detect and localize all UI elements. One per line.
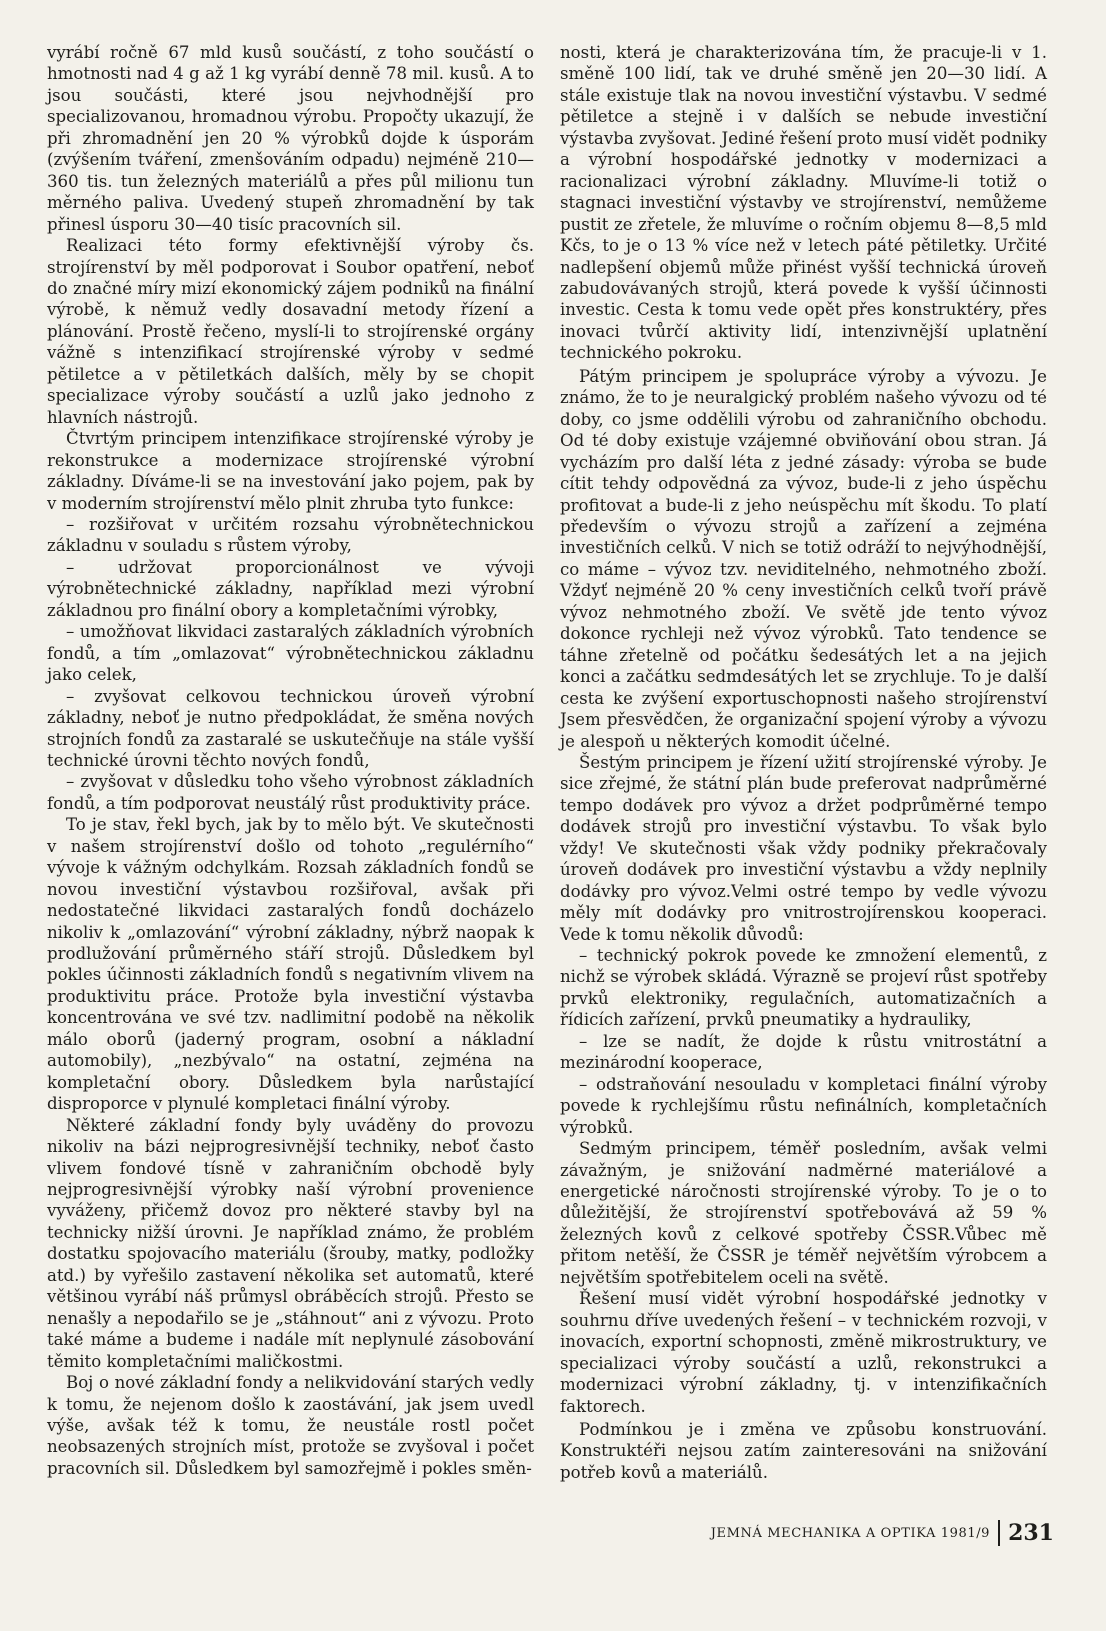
list-item-paragraph: – rozšiřovat v určitém rozsahu výrobnětechnickou základnu v souladu s růstem výroby, xyxy=(47,514,534,556)
paragraph: Realizaci této formy efektivnější výroby čs. strojírenství by měl podporovat i Soubor opatření, neboť do značné míry mizí ekonomický zájem podniků na finální výrobě, k němuž vedly dosavadní metody řízení a plánování. Prostě řečeno, myslí-li to strojírenské orgány vážně s intenzifikací strojírenské výroby v sedmé pětiletce a v pětiletkách dalších, měly by se chopit specializace výroby součástí a uzlů jako jednoho z hlavních nástrojů. xyxy=(47,236,534,427)
paragraph: Boj o nové základní fondy a nelikvidování starých vedly k tomu, že nejenom došlo k zaostávání, jak jsem uvedl výše, avšak též k tomu, že neustále rostl počet neobsazených strojních míst, protože se zvyšoval i počet pracovních sil. Důsledkem byl samozřejmě i pokles směn- xyxy=(47,1373,534,1478)
list-item-paragraph: – udržovat proporcionálnost ve vývoji výrobnětechnické základny, například mezi výrobní základnou pro finální obory a kompletačními výrobky, xyxy=(47,557,534,620)
paragraph: nosti, která je charakterizována tím, že pracuje-li v 1. směně 100 lidí, tak ve druhé směně jen 20—30 lidí. A stále existuje tlak na novou investiční výstavbu. V sedmé pětiletce a stejně i v dalších se nebude investiční výstavba zvyšovat. Jediné řešení proto musí vidět podniky a výrobní hospodářské jednotky v modernizaci a racionalizaci výrobní základny. Mluvíme-li totiž o stagnaci investiční výstavby ve strojírenství, nemůžeme pustit ze zřetele, že mluvíme o ročním objemu 8—8,5 mld Kčs, to je o 13 % více než v letech páté pětiletky. Určité nadlepšení objemů může přinést vyšší technická úroveň zabudovávaných strojů, která povede k vyšší účinnosti investic. Cesta k tomu vede opět přes konstruktéry, přes inovaci tvůrčí aktivity lidí, intenzivnější uplatnění technického pokroku. xyxy=(560,43,1047,363)
list-item-paragraph: – odstraňování nesouladu v kompletaci finální výroby povede k rychlejšímu růstu nefinálních, kompletačních výrobků. xyxy=(560,1074,1047,1137)
paragraph: Čtvrtým principem intenzifikace strojírenské výroby je rekonstrukce a modernizace strojírenské výrobní základny. Díváme-li se na investování jako pojem, pak by v moderním strojírenství mělo plnit zhruba tyto funkce: xyxy=(47,429,534,513)
paragraph: To je stav, řekl bych, jak by to mělo být. Ve skutečnosti v našem strojírenství došlo od tohoto „regulérního“ vývoje k vážným odchylkám. Rozsah základních fondů se novou investiční výstavbou rozšiřoval, avšak při nedostatečné likvidaci zastaralých fondů docházelo nikoliv k „omlazování“ výrobní základny, nýbrž naopak k prodlužování průměrného stáří strojů. Důsledkem byl pokles účinnosti základních fondů s negativním vlivem na produktivitu práce. Protože byla investiční výstavba koncentrována ve své tzv. nadlimitní podobě na několik málo oborů (jaderný program, osobní a nákladní automobily), „nezbývalo“ na ostatní, zejména na kompletační obory. Důsledkem byla narůstající disproporce v plynulé kompletaci finální výroby. xyxy=(47,815,534,1114)
paragraph: Podmínkou je i změna ve způsobu konstruování. Konstruktéři nejsou zatím zainteresováni na snižování potřeb kovů a materiálů. xyxy=(560,1420,1047,1482)
left-text-column xyxy=(47,42,534,1479)
paragraph: Pátým principem je spolupráce výroby a vývozu. Je známo, že to je neuralgický problém našeho vývozu od té doby, co jsme oddělili výrobu od zahraničního obchodu. Od té doby existuje vzájemné obviňování obou stran. Já vycházím pro další léta z jedné zásady: výroba se bude cítit tehdy odpovědná za vývoz, bude-li z jeho úspěchu profitovat a bude-li z jeho neúspěchu mít škodu. To platí především o vývozu strojů a zařízení a zejména investičních celků. V nich se totiž odráží to nejvýhodnější, co máme – vývoz tzv. neviditelného, nehmotného zboží. Vždyť nejméně 20 % ceny investičních celků tvoří právě vývoz nehmotného zboží. Ve světě jde tento vývoz dokonce rychleji než vývoz výrobků. Tato tendence se táhne zřetelně od počátku šedesátých let a na jejich konci a začátku sedmdesátých let se zrychluje. To je další cesta ke zvýšení exportuschopnosti našeho strojírenství Jsem přesvědčen, že organizační spojení výroby a vývozu je alespoň u některých komodit účelné. xyxy=(560,366,1047,751)
paragraph: Řešení musí vidět výrobní hospodářské jednotky v souhrnu dříve uvedených řešení – v technickém rozvoji, v inovacích, exportní schopnosti, změně mikrostruktury, ve specializaci výroby součástí a uzlů, rekonstrukci a modernizaci výrobní základny, tj. v intenzifikačních faktorech. xyxy=(560,1289,1047,1416)
paragraph: Sedmým principem, téměř posledním, avšak velmi závažným, je snižování nadměrné materiálové a energetické náročnosti strojírenské výroby. To je o to důležitější, že strojírenství spotřebovává až 59 % železných kovů z celkové spotřeby ČSSR.Vůbec mě přitom netěší, že ČSSR je téměř největším výrobcem a největším spotřebitelem oceli na světě. xyxy=(560,1139,1047,1287)
paragraph: vyrábí ročně 67 mld kusů součástí, z toho součástí o hmotnosti nad 4 g až 1 kg vyrábí denně 78 mil. kusů. A to jsou součásti, které jsou nejvhodnější pro specializovanou, hromadnou výrobu. Propočty ukazují, že při zhromadnění jen 20 % výrobků dojde k úsporám (zvýšením tváření, zmenšováním odpadu) nejméně 210—360 tis. tun železných materiálů a přes půl milionu tun měrného paliva. Uvedený stupeň zhromadnění by tak přinesl úsporu 30—40 tisíc pracovních sil. xyxy=(47,43,534,234)
footer-separator xyxy=(998,1520,1000,1546)
page-footer xyxy=(711,1520,1054,1546)
paragraph: Některé základní fondy byly uváděny do provozu nikoliv na bázi nejprogresivnější techniky, neboť často vlivem fondové tísně v zahraničním obchodě byly nejprogresivnější výrobky naší výrobní provenience vyváženy, přičemž dovoz pro některé stavby byl na technicky nižší úrovni. Je například známo, že problém dostatku spojovacího materiálu (šrouby, matky, podložky atd.) by vyřešilo zastavení několika set automatů, které většinou vyrábí náš průmysl obráběcích strojů. Přesto se nenašly a nepodařilo se je „stáhnout“ ani z vývozu. Proto také máme a budeme i nadále mít neplynulé zásobování těmito kompletačními maličkostmi. xyxy=(47,1115,534,1371)
list-item-paragraph: – lze se nadít, že dojde k růstu vnitrostátní a mezinárodní kooperace, xyxy=(560,1031,1047,1073)
list-item-paragraph: – zvyšovat celkovou technickou úroveň výrobní základny, neboť je nutno předpokládat, že směna nových strojních fondů za zastaralé se uskutečňuje na stále vyšší technické úrovni těchto nových fondů, xyxy=(47,686,534,770)
right-text-column xyxy=(560,42,1047,1483)
list-item-paragraph: – zvyšovat v důsledku toho všeho výrobnost základních fondů, a tím podporovat neustálý růst produktivity práce. xyxy=(47,772,534,813)
paragraph: Šestým principem je řízení užití strojírenské výroby. Je sice zřejmé, že státní plán bude preferovat nadprůměrné tempo dodávek pro vývoz a držet podprůměrné tempo dodávek strojů pro investiční výstavbu. To však bylo vždy! Ve skutečnosti však vždy podniky překračovaly úroveň dodávek pro investiční výstavbu a vždy neplnily dodávky pro vývoz.Velmi ostré tempo by vedle vývozu měly mít dodávky pro vnitrostrojírenskou kooperaci. Vede k tomu několik důvodů: xyxy=(560,752,1047,944)
page-number: 231 xyxy=(1008,1520,1054,1546)
journal-title: JEMNÁ MECHANIKA A OPTIKA 1981/9 xyxy=(710,1525,991,1541)
list-item-paragraph: – umožňovat likvidaci zastaralých základních výrobních fondů, a tím „omlazovat“ výrobnětechnickou základnu jako celek, xyxy=(47,622,534,685)
list-item-paragraph: – technický pokrok povede ke zmnožení elementů, z nichž se výrobek skládá. Výrazně se projeví růst spotřeby prvků elektroniky, regulačních, automatizačních a řídicích zařízení, prvků pneumatiky a hydrauliky, xyxy=(560,946,1047,1030)
